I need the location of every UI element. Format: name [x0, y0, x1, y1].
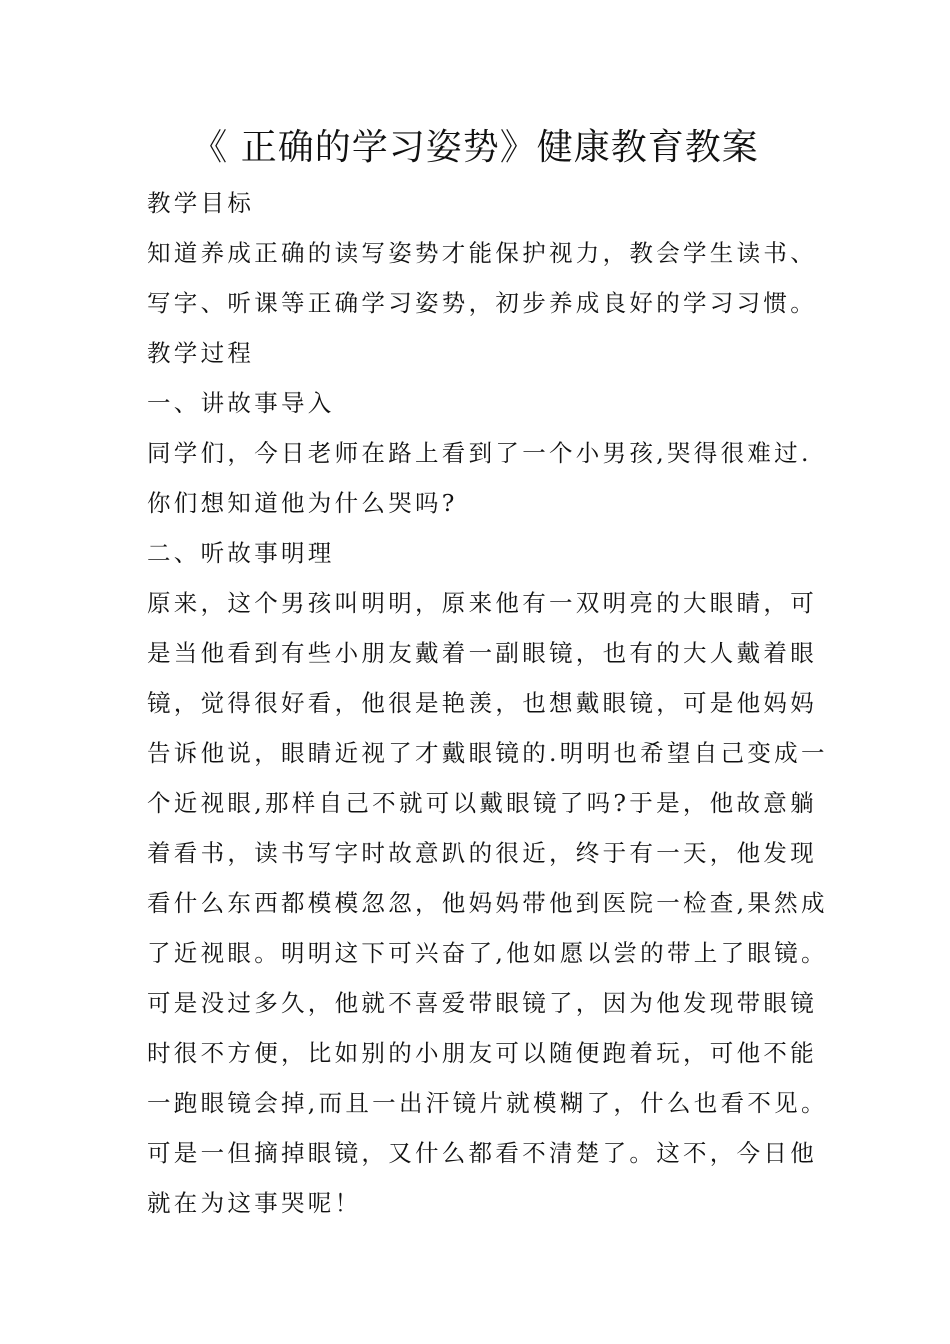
document-title: 《 正确的学习姿势》健康教育教案 [191, 127, 759, 168]
paragraph-line: 原来，这个男孩叫明明，原来他有一双明亮的大眼睛，可 [147, 589, 817, 617]
paragraph-line: 可是一但摘掉眼镜，又什么都看不清楚了。这不，今日他 [147, 1139, 817, 1167]
paragraph-line: 写字、听课等正确学习姿势，初步养成良好的学习习惯。 [147, 289, 817, 317]
paragraph-line: 看什么东西都模模忽忽，他妈妈带他到医院一检查,果然成 [147, 889, 828, 917]
subheading-story-lesson: 二、听故事明理 [147, 539, 335, 567]
document-body [147, 178, 828, 1228]
paragraph-line: 你们想知道他为什么哭吗? [147, 489, 458, 517]
section-heading-process: 教学过程 [147, 339, 255, 367]
paragraph-line: 一跑眼镜会掉,而且一出汗镜片就模糊了，什么也看不见。 [147, 1089, 828, 1117]
paragraph-line: 同学们，今日老师在路上看到了一个小男孩,哭得很难过. [147, 439, 812, 467]
paragraph-line: 镜，觉得很好看，他很是艳羡，也想戴眼镜，可是他妈妈 [147, 689, 817, 717]
subheading-story-intro: 一、讲故事导入 [147, 389, 335, 417]
paragraph-line: 了近视眼。明明这下可兴奋了,他如愿以尝的带上了眼镜。 [147, 939, 828, 967]
section-heading-objectives: 教学目标 [147, 189, 255, 217]
paragraph-line: 就在为这事哭呢！ [147, 1189, 362, 1217]
paragraph-line: 着看书，读书写字时故意趴的很近，终于有一天，他发现 [147, 839, 817, 867]
paragraph-line: 个近视眼,那样自己不就可以戴眼镜了吗?于是，他故意躺 [147, 789, 817, 817]
paragraph-line: 告诉他说，眼睛近视了才戴眼镜的.明明也希望自己变成一 [147, 739, 828, 767]
paragraph-line: 是当他看到有些小朋友戴着一副眼镜，也有的大人戴着眼 [147, 639, 817, 667]
paragraph-line: 知道养成正确的读写姿势才能保护视力，教会学生读书、 [147, 239, 817, 267]
paragraph-line: 时很不方便，比如别的小朋友可以随便跑着玩，可他不能 [147, 1039, 817, 1067]
paragraph-line: 可是没过多久，他就不喜爱带眼镜了，因为他发现带眼镜 [147, 989, 817, 1017]
